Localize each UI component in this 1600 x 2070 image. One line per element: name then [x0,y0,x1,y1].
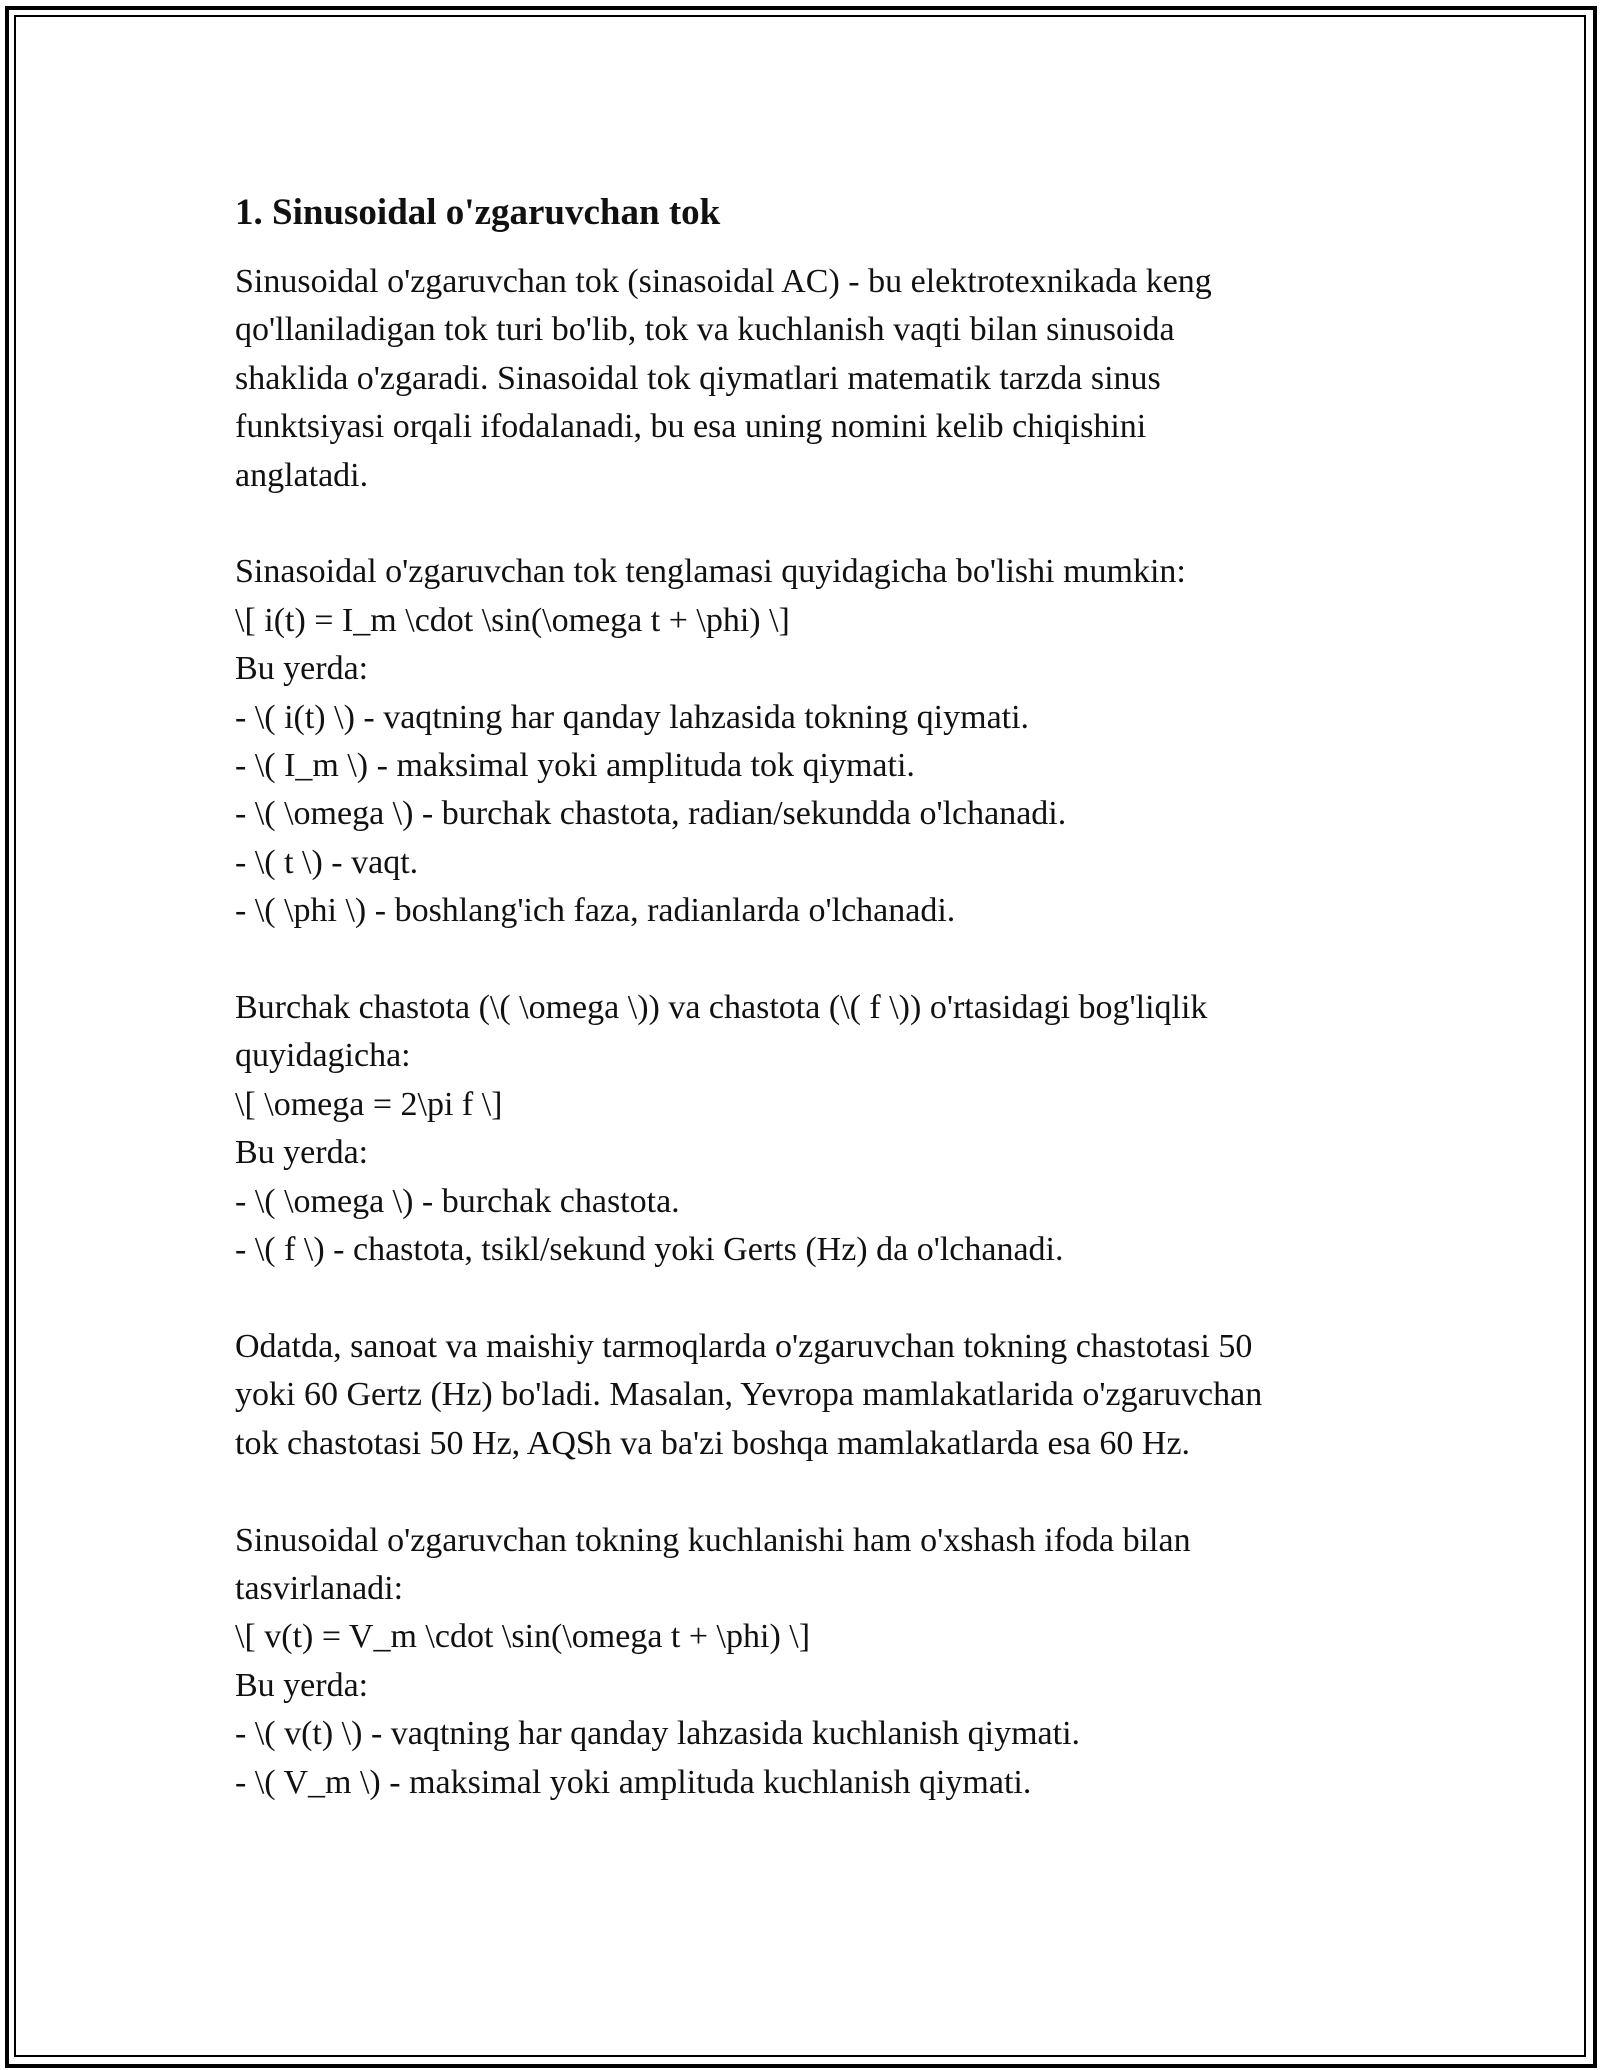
paragraph-introduction [235,258,1375,500]
definition-item: - \( V_m \) - maksimal yoki amplituda kuchlanish qiymati. [235,1763,1032,1801]
paragraph-line: Sinusoidal o'zgaruvchan tokning kuchlanishi ham o'xshash ifoda bilan [235,1521,1191,1559]
document-title: 1. Sinusoidal o'zgaruvchan tok [235,192,721,233]
definition-item: - \( t \) - vaqt. [235,843,419,881]
paragraph-line: Bu yerda: [235,650,369,688]
definition-item: - \( \omega \) - burchak chastota, radian/sekundda o'lchanadi. [235,795,1067,833]
paragraph-voltage-equation [235,1517,1375,1807]
paragraph-spacer [235,1468,1375,1516]
definition-item: - \( v(t) \) - vaqtning har qanday lahzasida kuchlanish qiymati. [235,1715,1081,1753]
paragraph-line: anglatadi. [235,456,369,494]
formula-current: \[ i(t) = I_m \cdot \sin(\omega t + \phi) \] [235,601,790,639]
definition-item: - \( i(t) \) - vaqtning har qanday lahzasida tokning qiymati. [235,698,1030,736]
paragraph-line: yoki 60 Gertz (Hz) bo'ladi. Masalan, Yevropa mamlakatlarida o'zgaruvchan [235,1376,1263,1414]
paragraph-frequency-standards [235,1323,1375,1468]
formula-voltage: \[ v(t) = V_m \cdot \sin(\omega t + \phi) \] [235,1618,811,1656]
paragraph-line: qo'llaniladigan tok turi bo'lib, tok va kuchlanish vaqti bilan sinusoida [235,311,1175,349]
definition-item: - \( \phi \) - boshlang'ich faza, radianlarda o'lchanadi. [235,892,956,930]
paragraph-line: quyidagicha: [235,1037,411,1075]
paragraph-line: Sinusoidal o'zgaruvchan tok (sinasoidal AC) - bu elektrotexnikada keng [235,263,1212,300]
title-spacer [235,241,1375,258]
paragraph-line: shaklida o'zgaradi. Sinasoidal tok qiymatlari matematik tarzda sinus [235,359,1161,397]
paragraph-line: Bu yerda: [235,1134,369,1172]
document-body [235,185,1375,1807]
paragraph-spacer [235,500,1375,548]
definition-item: - \( I_m \) - maksimal yoki amplituda tok qiymati. [235,747,915,785]
paragraph-line: tasvirlanadi: [235,1569,404,1607]
formula-omega: \[ \omega = 2\pi f \] [235,1085,503,1123]
paragraph-spacer [235,1275,1375,1323]
paragraph-line: tok chastotasi 50 Hz, AQSh va ba'zi boshqa mamlakatlarda esa 60 Hz. [235,1424,1191,1462]
paragraph-line: Odatda, sanoat va maishiy tarmoqlarda o'zgaruvchan tokning chastotasi 50 [235,1327,1253,1365]
definition-item: - \( f \) - chastota, tsikl/sekund yoki Gerts (Hz) da o'lchanadi. [235,1231,1064,1269]
paragraph-line: Bu yerda: [235,1666,369,1704]
definition-item: - \( \omega \) - burchak chastota. [235,1182,680,1220]
paragraph-current-equation [235,548,1375,935]
paragraph-line: Burchak chastota (\( \omega \)) va chastota (\( f \)) o'rtasidagi bog'liqlik [235,989,1208,1027]
paragraph-angular-frequency [235,984,1375,1274]
paragraph-spacer [235,936,1375,984]
paragraph-line: funktsiyasi orqali ifodalanadi, bu esa uning nomini kelib chiqishini [235,408,1147,446]
paragraph-line: Sinasoidal o'zgaruvchan tok tenglamasi quyidagicha bo'lishi mumkin: [235,553,1186,591]
